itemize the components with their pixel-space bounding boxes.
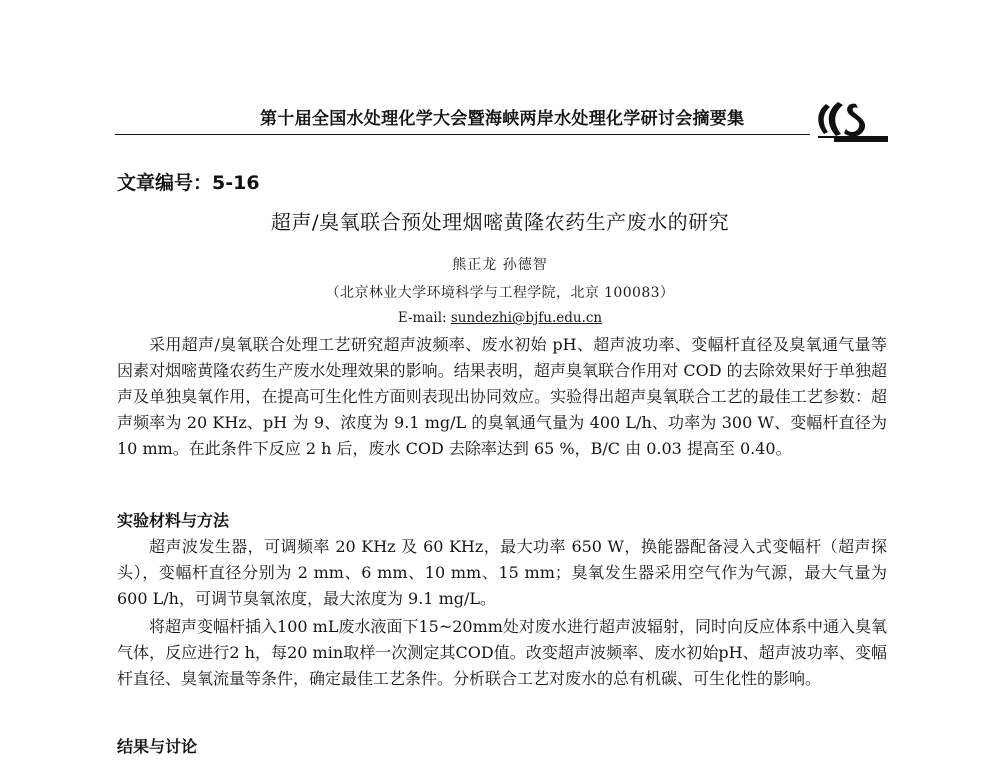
conference-logo-icon bbox=[812, 98, 892, 144]
article-number: 文章编号：5-16 bbox=[117, 172, 260, 194]
affiliation: （北京林业大学环境科学与工程学院，北京 100083） bbox=[325, 285, 675, 301]
email-label: E-mail: bbox=[397, 310, 451, 326]
header-rule bbox=[115, 134, 810, 135]
abstract-paragraph: 采用超声/臭氧联合处理工艺研究超声波频率、废水初始 pH、超声波功率、变幅杆直径及臭氧通气量等因素对烟嘧黄隆农药生产废水处理效果的影响。结果表明，超声臭氧联合作用对 COD 的去除效果好于单独超声及单独臭氧作用，在提高可生化性方面则表现出协同效应。实验得出超声臭氧联合工艺的最佳工艺参数：超声频率为 20 KHz、pH 为 9、浓度为 9.1 mg/L 的臭氧通气量为 400 L/h、功率为 300 W、变幅杆直径为 10 mm。在此条件下反应 2 h 后，废水 COD 去除率达到 65 %，B/C 由 0.03 提高至 0.40。 bbox=[117, 335, 887, 458]
running-header bbox=[115, 98, 885, 138]
authors: 熊正龙 孙德智 bbox=[452, 257, 548, 273]
email-line bbox=[0, 310, 1000, 326]
section-heading-results: 结果与讨论 bbox=[117, 737, 198, 756]
procedure-paragraph: 将超声变幅杆插入100 mL废水液面下15~20mm处对废水进行超声波辐射，同时向反应体系中通入臭氧气体，反应进行2 h，每20 min取样一次测定其COD值。改变超声波频率、废水初始pH、超声波功率、变幅杆直径、臭氧流量等条件，确定最佳工艺条件。分析联合工艺对废水的总有机碳、可生化性的影响。 bbox=[117, 617, 887, 688]
paper-title: 超声/臭氧联合预处理烟嘧黄隆农药生产废水的研究 bbox=[270, 210, 730, 234]
proceedings-title: 第十届全国水处理化学大会暨海峡两岸水处理化学研讨会摘要集 bbox=[260, 109, 745, 129]
equipment-paragraph: 超声波发生器，可调频率 20 KHz 及 60 KHz，最大功率 650 W，换能器配备浸入式变幅杆（超声探头），变幅杆直径分别为 2 mm、6 mm、10 mm、15 mm；臭氧发生器采用空气作为气源，最大气量为 600 L/h，可调节臭氧浓度，最大浓度为 9.1 mg/L。 bbox=[117, 537, 887, 608]
email-link[interactable]: sundezhi@bjfu.edu.cn bbox=[450, 310, 603, 326]
section-heading-methods: 实验材料与方法 bbox=[117, 511, 230, 530]
